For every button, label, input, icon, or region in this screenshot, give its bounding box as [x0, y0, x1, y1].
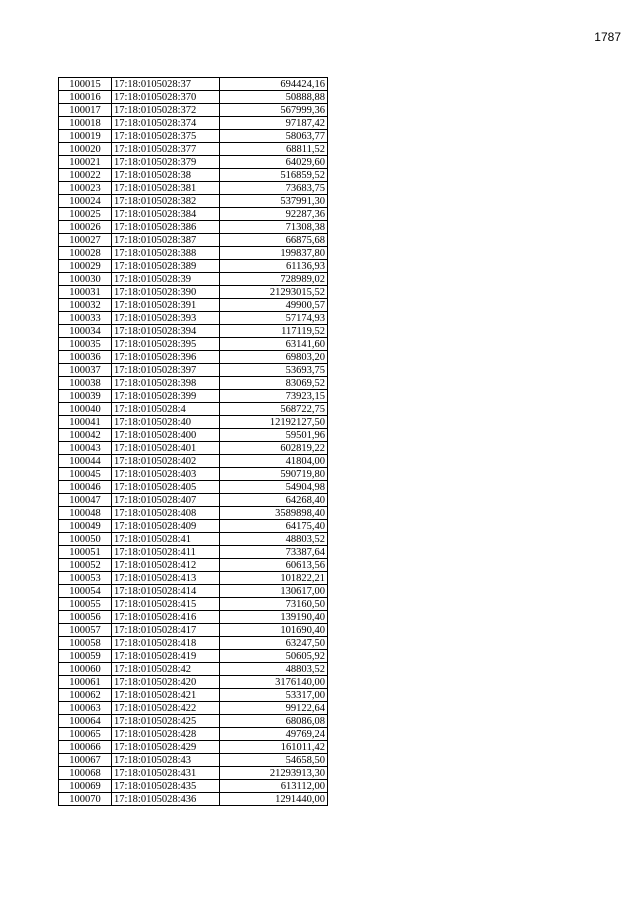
table-body — [59, 78, 328, 806]
table-row — [59, 273, 328, 286]
row-id-cell: 100034 — [59, 325, 112, 338]
cadastral-number-cell: 17:18:0105028:429 — [112, 741, 220, 754]
row-id-cell: 100038 — [59, 377, 112, 390]
value-cell: 199837,80 — [220, 247, 328, 260]
row-id-cell: 100055 — [59, 598, 112, 611]
row-id-cell: 100061 — [59, 676, 112, 689]
value-cell: 64029,60 — [220, 156, 328, 169]
value-cell: 12192127,50 — [220, 416, 328, 429]
table-row — [59, 377, 328, 390]
row-id-cell: 100045 — [59, 468, 112, 481]
value-cell: 66875,68 — [220, 234, 328, 247]
cadastral-number-cell: 17:18:0105028:413 — [112, 572, 220, 585]
value-cell: 48803,52 — [220, 533, 328, 546]
cadastral-number-cell: 17:18:0105028:417 — [112, 624, 220, 637]
table-row — [59, 182, 328, 195]
table-row — [59, 754, 328, 767]
row-id-cell: 100063 — [59, 702, 112, 715]
table-row — [59, 117, 328, 130]
table-row — [59, 793, 328, 806]
table-row — [59, 104, 328, 117]
cadastral-number-cell: 17:18:0105028:394 — [112, 325, 220, 338]
value-cell: 161011,42 — [220, 741, 328, 754]
cadastral-number-cell: 17:18:0105028:431 — [112, 767, 220, 780]
cadastral-number-cell: 17:18:0105028:397 — [112, 364, 220, 377]
value-cell: 54904,98 — [220, 481, 328, 494]
cadastral-number-cell: 17:18:0105028:41 — [112, 533, 220, 546]
row-id-cell: 100027 — [59, 234, 112, 247]
table-row — [59, 468, 328, 481]
value-cell: 21293913,30 — [220, 767, 328, 780]
table-row — [59, 559, 328, 572]
cadastral-number-cell: 17:18:0105028:390 — [112, 286, 220, 299]
table-row — [59, 416, 328, 429]
cadastral-number-cell: 17:18:0105028:37 — [112, 78, 220, 91]
row-id-cell: 100023 — [59, 182, 112, 195]
row-id-cell: 100054 — [59, 585, 112, 598]
cadastral-number-cell: 17:18:0105028:408 — [112, 507, 220, 520]
cadastral-number-cell: 17:18:0105028:421 — [112, 689, 220, 702]
row-id-cell: 100047 — [59, 494, 112, 507]
value-cell: 59501,96 — [220, 429, 328, 442]
table-row — [59, 741, 328, 754]
table-row — [59, 650, 328, 663]
value-cell: 57174,93 — [220, 312, 328, 325]
value-cell: 54658,50 — [220, 754, 328, 767]
value-cell: 516859,52 — [220, 169, 328, 182]
row-id-cell: 100070 — [59, 793, 112, 806]
value-cell: 567999,36 — [220, 104, 328, 117]
value-cell: 83069,52 — [220, 377, 328, 390]
value-cell: 63141,60 — [220, 338, 328, 351]
cadastral-number-cell: 17:18:0105028:374 — [112, 117, 220, 130]
table-row — [59, 286, 328, 299]
value-cell: 21293015,52 — [220, 286, 328, 299]
table-row — [59, 260, 328, 273]
table-row — [59, 195, 328, 208]
data-table — [58, 77, 328, 806]
value-cell: 73683,75 — [220, 182, 328, 195]
table-row — [59, 78, 328, 91]
cadastral-number-cell: 17:18:0105028:4 — [112, 403, 220, 416]
row-id-cell: 100058 — [59, 637, 112, 650]
cadastral-number-cell: 17:18:0105028:418 — [112, 637, 220, 650]
table-row — [59, 364, 328, 377]
cadastral-number-cell: 17:18:0105028:388 — [112, 247, 220, 260]
value-cell: 613112,00 — [220, 780, 328, 793]
value-cell: 61136,93 — [220, 260, 328, 273]
cadastral-number-cell: 17:18:0105028:409 — [112, 520, 220, 533]
value-cell: 41804,00 — [220, 455, 328, 468]
row-id-cell: 100037 — [59, 364, 112, 377]
row-id-cell: 100025 — [59, 208, 112, 221]
row-id-cell: 100041 — [59, 416, 112, 429]
row-id-cell: 100056 — [59, 611, 112, 624]
table-row — [59, 520, 328, 533]
row-id-cell: 100065 — [59, 728, 112, 741]
value-cell: 73160,50 — [220, 598, 328, 611]
table-row — [59, 533, 328, 546]
row-id-cell: 100026 — [59, 221, 112, 234]
row-id-cell: 100022 — [59, 169, 112, 182]
value-cell: 48803,52 — [220, 663, 328, 676]
row-id-cell: 100066 — [59, 741, 112, 754]
cadastral-number-cell: 17:18:0105028:43 — [112, 754, 220, 767]
cadastral-number-cell: 17:18:0105028:391 — [112, 299, 220, 312]
cadastral-number-cell: 17:18:0105028:428 — [112, 728, 220, 741]
table-row — [59, 611, 328, 624]
cadastral-number-cell: 17:18:0105028:436 — [112, 793, 220, 806]
row-id-cell: 100015 — [59, 78, 112, 91]
cadastral-number-cell: 17:18:0105028:416 — [112, 611, 220, 624]
row-id-cell: 100046 — [59, 481, 112, 494]
cadastral-number-cell: 17:18:0105028:372 — [112, 104, 220, 117]
value-cell: 3176140,00 — [220, 676, 328, 689]
row-id-cell: 100050 — [59, 533, 112, 546]
row-id-cell: 100024 — [59, 195, 112, 208]
value-cell: 68086,08 — [220, 715, 328, 728]
cadastral-number-cell: 17:18:0105028:39 — [112, 273, 220, 286]
row-id-cell: 100068 — [59, 767, 112, 780]
value-cell: 71308,38 — [220, 221, 328, 234]
cadastral-number-cell: 17:18:0105028:375 — [112, 130, 220, 143]
value-cell: 60613,56 — [220, 559, 328, 572]
cadastral-number-cell: 17:18:0105028:414 — [112, 585, 220, 598]
table-row — [59, 143, 328, 156]
value-cell: 49769,24 — [220, 728, 328, 741]
row-id-cell: 100062 — [59, 689, 112, 702]
table-row — [59, 572, 328, 585]
table-row — [59, 689, 328, 702]
row-id-cell: 100019 — [59, 130, 112, 143]
cadastral-number-cell: 17:18:0105028:399 — [112, 390, 220, 403]
row-id-cell: 100039 — [59, 390, 112, 403]
table-row — [59, 442, 328, 455]
value-cell: 53317,00 — [220, 689, 328, 702]
row-id-cell: 100043 — [59, 442, 112, 455]
cadastral-number-cell: 17:18:0105028:412 — [112, 559, 220, 572]
row-id-cell: 100052 — [59, 559, 112, 572]
cadastral-number-cell: 17:18:0105028:42 — [112, 663, 220, 676]
table-row — [59, 169, 328, 182]
value-cell: 69803,20 — [220, 351, 328, 364]
table-row — [59, 390, 328, 403]
value-cell: 1291440,00 — [220, 793, 328, 806]
row-id-cell: 100033 — [59, 312, 112, 325]
value-cell: 3589898,40 — [220, 507, 328, 520]
value-cell: 139190,40 — [220, 611, 328, 624]
table-row — [59, 325, 328, 338]
cadastral-number-cell: 17:18:0105028:401 — [112, 442, 220, 455]
cadastral-number-cell: 17:18:0105028:38 — [112, 169, 220, 182]
table-row — [59, 663, 328, 676]
table-row — [59, 338, 328, 351]
value-cell: 64268,40 — [220, 494, 328, 507]
table-row — [59, 767, 328, 780]
page-number: 1787 — [594, 30, 621, 44]
table-row — [59, 507, 328, 520]
row-id-cell: 100057 — [59, 624, 112, 637]
cadastral-number-cell: 17:18:0105028:377 — [112, 143, 220, 156]
table-row — [59, 637, 328, 650]
table-row — [59, 715, 328, 728]
cadastral-number-cell: 17:18:0105028:395 — [112, 338, 220, 351]
row-id-cell: 100029 — [59, 260, 112, 273]
value-cell: 58063,77 — [220, 130, 328, 143]
value-cell: 694424,16 — [220, 78, 328, 91]
table-row — [59, 455, 328, 468]
table-row — [59, 624, 328, 637]
row-id-cell: 100049 — [59, 520, 112, 533]
cadastral-number-cell: 17:18:0105028:415 — [112, 598, 220, 611]
value-cell: 728989,02 — [220, 273, 328, 286]
cadastral-number-cell: 17:18:0105028:422 — [112, 702, 220, 715]
value-cell: 68811,52 — [220, 143, 328, 156]
table-row — [59, 403, 328, 416]
cadastral-number-cell: 17:18:0105028:387 — [112, 234, 220, 247]
table-row — [59, 130, 328, 143]
cadastral-number-cell: 17:18:0105028:393 — [112, 312, 220, 325]
value-cell: 602819,22 — [220, 442, 328, 455]
value-cell: 101822,21 — [220, 572, 328, 585]
row-id-cell: 100040 — [59, 403, 112, 416]
row-id-cell: 100035 — [59, 338, 112, 351]
value-cell: 53693,75 — [220, 364, 328, 377]
table-row — [59, 780, 328, 793]
row-id-cell: 100044 — [59, 455, 112, 468]
row-id-cell: 100016 — [59, 91, 112, 104]
value-cell: 63247,50 — [220, 637, 328, 650]
cadastral-number-cell: 17:18:0105028:407 — [112, 494, 220, 507]
cadastral-number-cell: 17:18:0105028:398 — [112, 377, 220, 390]
cadastral-number-cell: 17:18:0105028:419 — [112, 650, 220, 663]
table-row — [59, 299, 328, 312]
table-row — [59, 91, 328, 104]
cadastral-number-cell: 17:18:0105028:40 — [112, 416, 220, 429]
value-cell: 49900,57 — [220, 299, 328, 312]
cadastral-number-cell: 17:18:0105028:420 — [112, 676, 220, 689]
value-cell: 97187,42 — [220, 117, 328, 130]
table-row — [59, 234, 328, 247]
value-cell: 73923,15 — [220, 390, 328, 403]
value-cell: 50888,88 — [220, 91, 328, 104]
table-row — [59, 221, 328, 234]
table-row — [59, 494, 328, 507]
value-cell: 101690,40 — [220, 624, 328, 637]
cadastral-number-cell: 17:18:0105028:402 — [112, 455, 220, 468]
value-cell: 117119,52 — [220, 325, 328, 338]
row-id-cell: 100067 — [59, 754, 112, 767]
cadastral-number-cell: 17:18:0105028:381 — [112, 182, 220, 195]
row-id-cell: 100021 — [59, 156, 112, 169]
table-row — [59, 429, 328, 442]
table-row — [59, 676, 328, 689]
row-id-cell: 100032 — [59, 299, 112, 312]
cadastral-number-cell: 17:18:0105028:384 — [112, 208, 220, 221]
cadastral-number-cell: 17:18:0105028:386 — [112, 221, 220, 234]
row-id-cell: 100018 — [59, 117, 112, 130]
table-row — [59, 351, 328, 364]
cadastral-number-cell: 17:18:0105028:379 — [112, 156, 220, 169]
row-id-cell: 100020 — [59, 143, 112, 156]
value-cell: 130617,00 — [220, 585, 328, 598]
value-cell: 568722,75 — [220, 403, 328, 416]
value-cell: 590719,80 — [220, 468, 328, 481]
cadastral-number-cell: 17:18:0105028:435 — [112, 780, 220, 793]
row-id-cell: 100048 — [59, 507, 112, 520]
table-row — [59, 598, 328, 611]
row-id-cell: 100036 — [59, 351, 112, 364]
table-row — [59, 546, 328, 559]
table-row — [59, 312, 328, 325]
value-cell: 537991,30 — [220, 195, 328, 208]
value-cell: 92287,36 — [220, 208, 328, 221]
row-id-cell: 100059 — [59, 650, 112, 663]
table-row — [59, 156, 328, 169]
cadastral-number-cell: 17:18:0105028:400 — [112, 429, 220, 442]
cadastral-number-cell: 17:18:0105028:396 — [112, 351, 220, 364]
row-id-cell: 100042 — [59, 429, 112, 442]
table-row — [59, 481, 328, 494]
row-id-cell: 100017 — [59, 104, 112, 117]
cadastral-number-cell: 17:18:0105028:411 — [112, 546, 220, 559]
value-cell: 64175,40 — [220, 520, 328, 533]
row-id-cell: 100051 — [59, 546, 112, 559]
table-row — [59, 208, 328, 221]
cadastral-number-cell: 17:18:0105028:405 — [112, 481, 220, 494]
table-row — [59, 247, 328, 260]
cadastral-number-cell: 17:18:0105028:425 — [112, 715, 220, 728]
row-id-cell: 100028 — [59, 247, 112, 260]
cadastral-number-cell: 17:18:0105028:403 — [112, 468, 220, 481]
row-id-cell: 100069 — [59, 780, 112, 793]
row-id-cell: 100031 — [59, 286, 112, 299]
cadastral-number-cell: 17:18:0105028:370 — [112, 91, 220, 104]
table-row — [59, 702, 328, 715]
value-cell: 99122,64 — [220, 702, 328, 715]
row-id-cell: 100060 — [59, 663, 112, 676]
cadastral-number-cell: 17:18:0105028:382 — [112, 195, 220, 208]
table-row — [59, 728, 328, 741]
cadastral-number-cell: 17:18:0105028:389 — [112, 260, 220, 273]
value-cell: 50605,92 — [220, 650, 328, 663]
value-cell: 73387,64 — [220, 546, 328, 559]
row-id-cell: 100053 — [59, 572, 112, 585]
row-id-cell: 100064 — [59, 715, 112, 728]
table-row — [59, 585, 328, 598]
row-id-cell: 100030 — [59, 273, 112, 286]
